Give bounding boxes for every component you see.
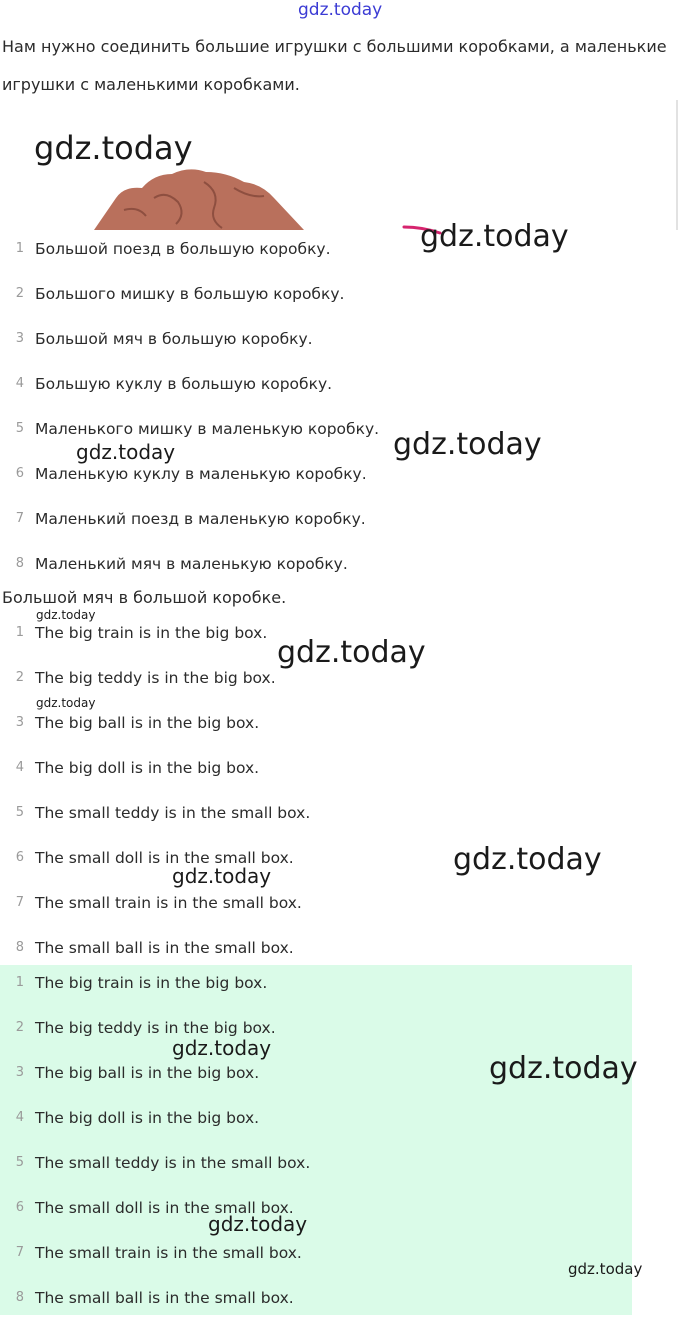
item-text: The small teddy is in the small box.	[35, 1153, 311, 1172]
item-number: 7	[15, 511, 24, 526]
list-item	[0, 271, 379, 316]
item-text: Маленькую куклу в маленькую коробку.	[35, 464, 367, 483]
russian-list	[0, 226, 379, 586]
item-text: The small doll is in the small box.	[35, 848, 294, 867]
watermark: gdz.today	[420, 219, 569, 254]
item-text: The small ball is in the small box.	[35, 938, 294, 957]
watermark: gdz.today	[393, 427, 542, 462]
subheading: Большой мяч в большой коробке.	[2, 588, 287, 607]
watermark: gdz.today	[36, 608, 96, 622]
item-number: 2	[15, 1020, 24, 1035]
item-number: 7	[15, 895, 24, 910]
item-number: 5	[15, 421, 24, 436]
list-item	[0, 406, 379, 451]
watermark: gdz.today	[36, 696, 96, 710]
item-number: 3	[15, 715, 24, 730]
watermark: gdz.today	[34, 129, 193, 167]
item-text: The big train is in the big box.	[35, 623, 268, 642]
item-number: 5	[15, 1155, 24, 1170]
item-number: 1	[15, 241, 24, 256]
item-text: The small teddy is in the small box.	[35, 803, 311, 822]
item-text: The big teddy is in the big box.	[35, 668, 276, 687]
english-list	[0, 610, 310, 970]
item-text: Маленький мяч в маленькую коробку.	[35, 554, 348, 573]
item-number: 1	[15, 625, 24, 640]
list-item	[0, 541, 379, 586]
item-number: 2	[15, 286, 24, 301]
item-text: The big teddy is in the big box.	[35, 1018, 276, 1037]
item-number: 1	[15, 975, 24, 990]
teddy-picture	[94, 168, 304, 230]
item-text: Большую куклу в большую коробку.	[35, 374, 333, 393]
item-number: 4	[15, 760, 24, 775]
item-number: 6	[15, 850, 24, 865]
list-item	[0, 361, 379, 406]
item-number: 3	[15, 331, 24, 346]
watermark: gdz.today	[76, 440, 176, 464]
intro-text: Нам нужно соединить большие игрушки с большими коробками, а маленькие игрушки с маленькими коробками.	[2, 37, 667, 94]
item-number: 7	[15, 1245, 24, 1260]
item-text: Большой поезд в большую коробку.	[35, 239, 331, 258]
item-number: 8	[15, 940, 24, 955]
item-text: The big ball is in the big box.	[35, 1063, 260, 1082]
item-text: The big doll is in the big box.	[35, 1108, 260, 1127]
watermark: gdz.today	[208, 1212, 308, 1236]
item-text: Маленький поезд в маленькую коробку.	[35, 509, 366, 528]
list-item	[0, 226, 379, 271]
item-text: Большой мяч в большую коробку.	[35, 329, 313, 348]
list-item	[0, 451, 379, 496]
list-item	[0, 1275, 310, 1320]
list-item	[0, 960, 310, 1005]
watermark-top: gdz.today	[298, 0, 383, 20]
item-number: 3	[15, 1065, 24, 1080]
item-text: Маленького мишку в маленькую коробку.	[35, 419, 380, 438]
item-number: 4	[15, 1110, 24, 1125]
list-item	[0, 1095, 310, 1140]
item-text: The small train is in the small box.	[35, 893, 302, 912]
item-text: The small doll is in the small box.	[35, 1198, 294, 1217]
item-number: 8	[15, 1290, 24, 1305]
item-text: The small ball is in the small box.	[35, 1288, 294, 1307]
list-item	[0, 496, 379, 541]
item-text: The big train is in the big box.	[35, 973, 268, 992]
watermark: gdz.today	[172, 864, 272, 888]
watermark: gdz.today	[277, 635, 426, 670]
item-number: 6	[15, 466, 24, 481]
item-number: 4	[15, 376, 24, 391]
item-number: 5	[15, 805, 24, 820]
list-item	[0, 316, 379, 361]
list-item	[0, 745, 310, 790]
list-item	[0, 1140, 310, 1185]
list-item	[0, 1230, 310, 1275]
watermark: gdz.today	[568, 1260, 643, 1278]
watermark: gdz.today	[489, 1051, 638, 1086]
item-text: Большого мишку в большую коробку.	[35, 284, 345, 303]
item-text: The big ball is in the big box.	[35, 713, 260, 732]
item-number: 6	[15, 1200, 24, 1215]
answer-list	[0, 960, 310, 1320]
scrollbar[interactable]	[676, 100, 678, 230]
list-item	[0, 655, 310, 700]
item-text: The big doll is in the big box.	[35, 758, 260, 777]
watermark: gdz.today	[172, 1036, 272, 1060]
list-item	[0, 790, 310, 835]
item-number: 2	[15, 670, 24, 685]
item-number: 8	[15, 556, 24, 571]
item-text: The small train is in the small box.	[35, 1243, 302, 1262]
watermark: gdz.today	[453, 842, 602, 877]
